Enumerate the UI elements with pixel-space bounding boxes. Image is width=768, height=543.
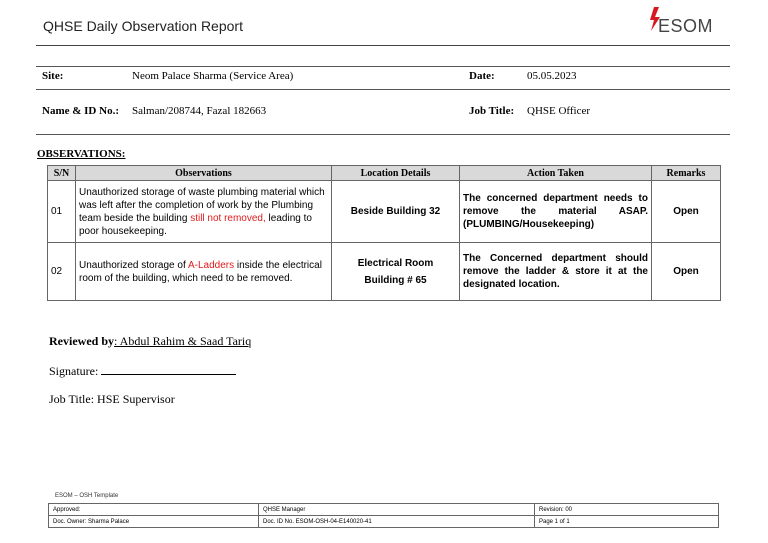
esom-logo	[648, 5, 730, 39]
footer-revision: Revision: 00	[535, 504, 719, 516]
cell-action: The Concerned department should remove the ladder & store it at the designated location.	[460, 243, 652, 301]
date-value: 05.05.2023	[527, 70, 577, 82]
reviewer-job-title: Job Title: HSE Supervisor	[49, 392, 175, 406]
cell-location	[332, 243, 460, 301]
reviewed-by	[49, 334, 251, 349]
footer-qhse-manager: QHSE Manager	[259, 504, 535, 516]
reviewed-by-value: : Abdul Rahim & Saad Tariq	[114, 334, 252, 348]
table-row	[48, 243, 721, 301]
cell-sn: 01	[48, 181, 76, 243]
footer-row	[49, 504, 719, 516]
signature-line	[49, 363, 236, 379]
job-title-label: Job Title:	[469, 105, 515, 117]
report-title: QHSE Daily Observation Report	[43, 18, 243, 34]
site-value: Neom Palace Sharma (Service Area)	[132, 70, 294, 82]
col-header-observations: Observations	[76, 166, 332, 181]
observation-text: Unauthorized storage of	[79, 259, 188, 271]
site-label: Site:	[42, 70, 64, 82]
name-id-value: Salman/208744, Fazal 182663	[132, 105, 267, 117]
header-divider	[36, 45, 730, 46]
footer-doc-owner: Doc. Owner: Sharma Palace	[49, 516, 259, 528]
cell-observation	[76, 243, 332, 301]
observations-table	[47, 165, 721, 301]
date-label: Date:	[469, 70, 495, 82]
signature-label: Signature:	[49, 364, 99, 378]
table-header-row	[48, 166, 721, 181]
observation-text: inside the electrical room of the building, which need to be removed.	[79, 259, 322, 284]
col-header-location: Location Details	[332, 166, 460, 181]
observation-text: Unauthorized storage of waste plumbing material which was left after the completion of work by the Plumbing team beside the building	[79, 186, 325, 224]
footer-doc-id: Doc. ID No. ESOM-OSH-04-E140020-41	[259, 516, 535, 528]
name-id-label: Name & ID No.:	[42, 105, 119, 117]
cell-action: The concerned department needs to remove the material ASAP. (PLUMBING/Housekeeping)	[460, 181, 652, 243]
footer-approved: Approved:	[49, 504, 259, 516]
observation-text: leading to poor housekeeping.	[79, 212, 312, 237]
cell-remarks: Open	[652, 181, 721, 243]
footer-table	[48, 503, 719, 528]
col-header-action: Action Taken	[460, 166, 652, 181]
cell-observation	[76, 181, 332, 243]
signature-blank[interactable]	[101, 363, 236, 375]
observations-heading: OBSERVATIONS:	[37, 148, 126, 160]
observation-highlight: still not removed,	[190, 212, 266, 224]
reviewed-by-label: Reviewed by	[49, 334, 114, 348]
footer-row	[49, 516, 719, 528]
info-mid-divider	[36, 89, 730, 90]
template-label: ESOM – OSH Template	[55, 493, 119, 499]
info-top-divider	[36, 66, 730, 67]
job-title-value: QHSE Officer	[527, 105, 591, 117]
table-row	[48, 181, 721, 243]
cell-location: Beside Building 32	[332, 181, 460, 243]
location-text: Electrical Room Building # 65	[357, 257, 434, 286]
col-header-remarks: Remarks	[652, 166, 721, 181]
col-header-sn: S/N	[48, 166, 76, 181]
footer-page: Page 1 of 1	[535, 516, 719, 528]
logo-text: ESOM	[658, 16, 714, 36]
cell-remarks: Open	[652, 243, 721, 301]
info-bottom-divider	[36, 134, 730, 135]
cell-sn: 02	[48, 243, 76, 301]
observation-highlight: A-Ladders	[187, 259, 235, 271]
